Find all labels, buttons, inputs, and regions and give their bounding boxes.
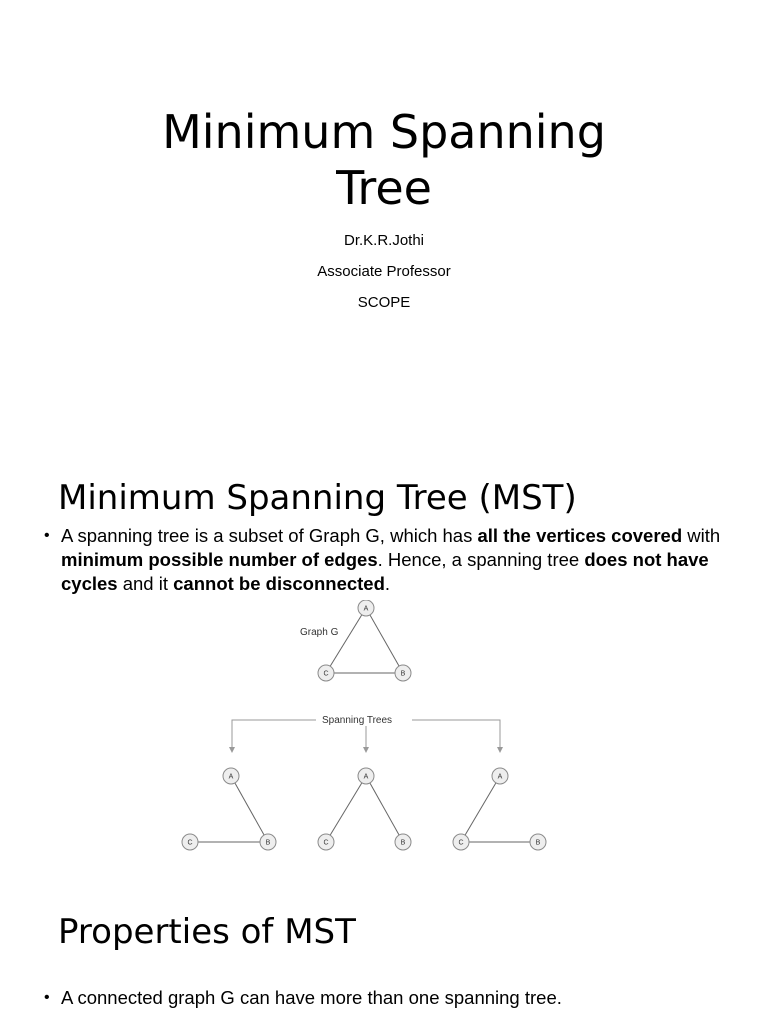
bullet-segment: .: [384, 573, 391, 594]
graph-g-label: Graph G: [300, 627, 339, 638]
author-name: Dr.K.R.Jothi: [343, 232, 425, 249]
spanning-tree-2: [318, 768, 411, 850]
svg-text:C: C: [323, 670, 329, 678]
bullet-item: [44, 986, 744, 1010]
author-department: SCOPE: [357, 294, 411, 311]
graph-node-c: [318, 665, 334, 681]
slide-heading: Minimum Spanning Tree (MST): [58, 478, 577, 518]
bullet-segment: and it: [117, 573, 174, 594]
bullet-emphasis: all the vertices covered: [477, 525, 683, 546]
bullet-segment: with: [682, 525, 721, 546]
graph-node-a: [358, 600, 374, 616]
graph-edge-a-c: [326, 608, 366, 673]
svg-text:A: A: [363, 605, 369, 613]
svg-text:B: B: [535, 839, 541, 847]
bullet-text: [44, 524, 744, 596]
svg-text:B: B: [400, 839, 406, 847]
svg-text:A: A: [363, 773, 369, 781]
title-slide: [0, 0, 768, 460]
spanning-tree-1: [182, 768, 276, 850]
svg-text:A: A: [497, 773, 503, 781]
slide-heading: Properties of MST: [58, 912, 356, 952]
slide-title-line1: Minimum Spanning: [162, 105, 606, 159]
svg-text:C: C: [458, 839, 464, 847]
svg-text:B: B: [265, 839, 271, 847]
svg-text:A: A: [228, 773, 234, 781]
bullet-emphasis: does not have cycles: [61, 549, 709, 594]
bullet-segment: A spanning tree is a subset of Graph G, which has: [61, 525, 478, 546]
svg-text:B: B: [400, 670, 406, 678]
author-position: Associate Professor: [317, 263, 451, 280]
bullet-symbol: •: [44, 989, 50, 1006]
slide-title: [0, 104, 768, 216]
spanning-tree-3: [453, 768, 546, 850]
slide-title-line2: Tree: [336, 161, 432, 215]
spanning-trees-label: Spanning Trees: [322, 715, 393, 726]
mst-properties-slide: [0, 900, 768, 1024]
bullet-symbol: •: [44, 527, 50, 544]
spanning-tree-diagram: [0, 600, 768, 860]
graph-edge-a-b: [363, 605, 403, 673]
bullet-segment: . Hence, a spanning tree: [377, 549, 585, 570]
mst-definition-slide: [0, 460, 768, 900]
bullet-item: [44, 524, 744, 596]
graph-node-b: [395, 665, 411, 681]
graph-g: [318, 600, 411, 681]
svg-text:C: C: [323, 839, 329, 847]
bullet-emphasis: cannot be disconnected: [173, 573, 385, 594]
bullet-text: A connected graph G can have more than one spanning tree.: [61, 987, 562, 1008]
bullet-emphasis: minimum possible number of edges: [61, 549, 378, 570]
svg-text:C: C: [187, 839, 193, 847]
